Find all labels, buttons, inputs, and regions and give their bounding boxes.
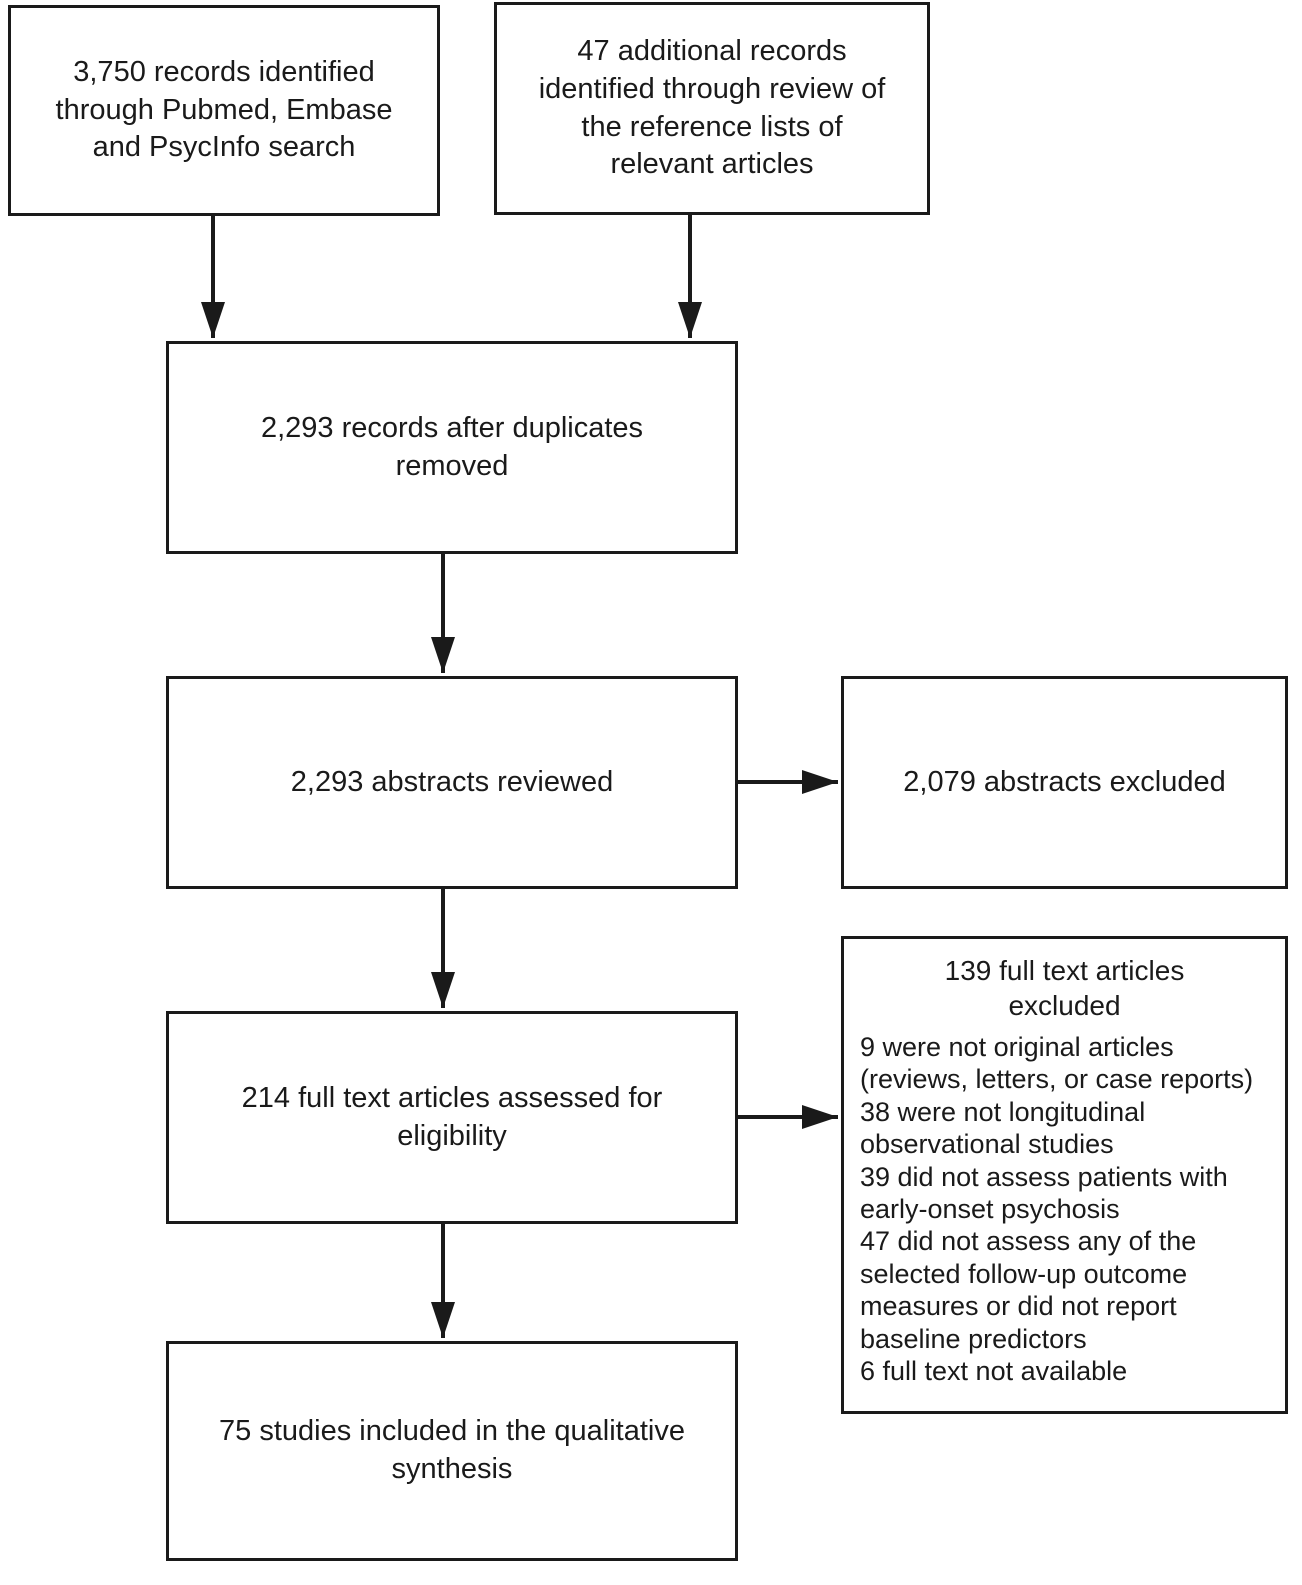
fulltext-excluded-title: 139 full text articles excluded bbox=[944, 955, 1185, 1021]
box-fulltext-assessed bbox=[166, 1011, 738, 1224]
box-abstracts-excluded bbox=[841, 676, 1288, 889]
fulltext-excluded-reason: 9 were not original articles (reviews, letters, or case reports) bbox=[860, 1032, 1254, 1095]
box-after-duplicates bbox=[166, 341, 738, 554]
fulltext-excluded-reason: 39 did not assess patients with early-onset psychosis bbox=[860, 1161, 1228, 1224]
box-included-studies-text: 75 studies included in the qualitative synthesis bbox=[219, 1415, 685, 1485]
box-abstracts-reviewed-text: 2,293 abstracts reviewed bbox=[290, 765, 614, 798]
fulltext-excluded-reason: 6 full text not available bbox=[860, 1355, 1128, 1386]
box-database-records bbox=[8, 5, 440, 216]
box-database-records-text: 3,750 records identified through Pubmed, Embase and PsycInfo search bbox=[55, 55, 393, 164]
box-included-studies bbox=[166, 1341, 738, 1561]
box-additional-records bbox=[494, 2, 930, 215]
box-fulltext-assessed-text: 214 full text articles assessed for eligibility bbox=[241, 1081, 663, 1152]
box-fulltext-excluded bbox=[841, 936, 1288, 1414]
box-additional-records-text: 47 additional records identified through review of the reference lists of relevant articles bbox=[538, 35, 886, 181]
fulltext-excluded-reason: 47 did not assess any of the selected follow-up outcome measures or did not report baseline predictors bbox=[860, 1226, 1197, 1354]
box-abstracts-excluded-text: 2,079 abstracts excluded bbox=[903, 765, 1226, 798]
box-abstracts-reviewed bbox=[166, 676, 738, 889]
box-after-duplicates-text: 2,293 records after duplicates removed bbox=[260, 411, 644, 482]
fulltext-excluded-reason: 38 were not longitudinal observational studies bbox=[860, 1096, 1146, 1160]
